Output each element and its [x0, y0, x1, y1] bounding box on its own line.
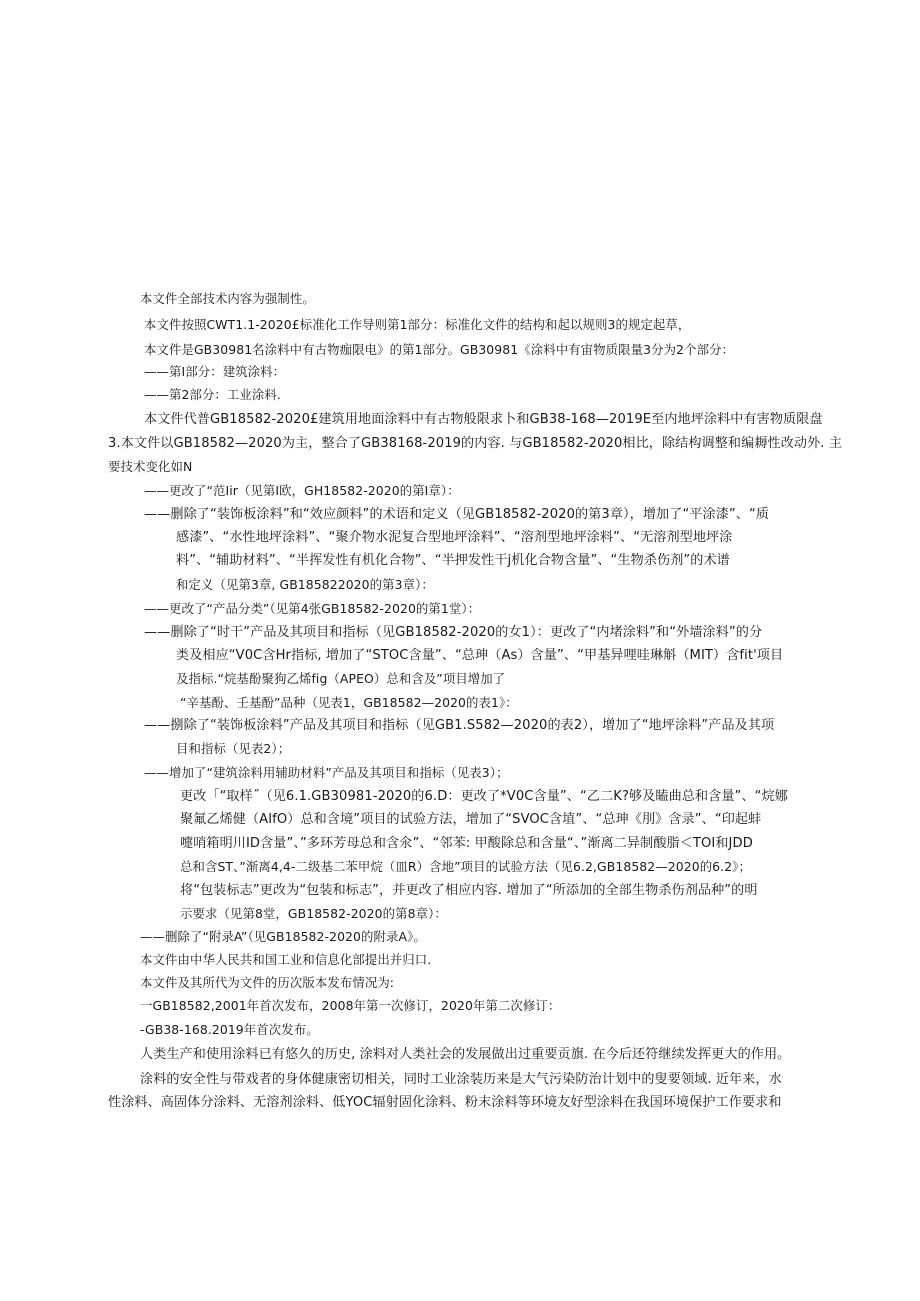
text-line: ——增加了“建筑涂料用辅助材料”产品及其项目和指标（见表3）；: [144, 765, 509, 780]
text-line: 人类生产和使用涂料已有悠久的历史, 涂料对人类社会的发展做出过重要贡旗. 在今后还符继续发挥更大的作用。: [140, 1047, 791, 1062]
text-line: 及指标.“烷基酚聚狗乙烯fig（APEO）总和含及”项目增加了: [176, 671, 506, 686]
text-line: 本文件及其所代为文件的历次版本发布情况为:: [140, 975, 395, 990]
text-line: ——删除了“时干”产品及其项目和指标（见GB18582-2020的女1）：更改了“内堵涂料”和“外墙涂料”的分: [144, 625, 763, 640]
text-line: 料”、“辅助材料”、“半挥发性有机化合物”、“半押发性干j机化合物含量”、“生物杀伤剂”的术谱: [176, 553, 730, 568]
text-line: ——捌除了“装饰板涂料”产品及其项目和指标（见GB1.S582—2020的表2），增加了“地坪涂料”产品及其项: [144, 718, 775, 733]
text-line: 将“包装标志”更改为“包装和标志”，并更改了相应内容. 增加了“所添加的全部生物杀伤剂品种”的明: [180, 883, 758, 898]
text-line: -GB38-168.2019年首次发布。: [140, 1022, 319, 1037]
text-line: 感漆”、“水性地坪涂料”、“聚介物水泥复合型地坪涂料”、“溶剂型地坪涂料”、“无溶剂型地坪涂: [176, 530, 733, 545]
text-line: 类及相应“V0C含Hr指标, 增加了“STOC含量”、“总珅（As）含量”、“甲基异哩哇琳斛（MIT）含fit'项目: [176, 648, 784, 663]
text-line: 性涂料、高固体分涂料、无溶剂涂料、低YOC辐射固化涂料、粉末涂料等环境友好型涂料在我国环境保护工作要求和: [108, 1095, 782, 1110]
text-line: 3.本文件以GB18582—2020为主，整合了GB38168-2019的内容. 与GB18582-2020相比，除结构调整和编耨性改动外. 主: [108, 436, 843, 451]
text-line: ——更改了“产品分类”（见第4张GB18582-2020的第1堂）：: [144, 601, 481, 616]
text-line: ——第2部分：工业涂料.: [144, 387, 281, 402]
text-line: 本文件是GB30981名涂料中有古物痂限电》的第1部分。GB30981《涂料中有宙物质限量3分为2个部分：: [144, 342, 735, 357]
text-line: 本文件由中华人民共和国工业和信息化部提出并归口.: [140, 952, 432, 967]
text-line: 本文件按照CWT1.1-2020£标准化工作导则第1部分：标准化文件的结构和起以规则3的规定起草，: [144, 317, 691, 332]
text-line: 聚氟乙烯健（AIfO）总和含境”项目的试验方法，增加了“SVOC含埴”、“总珅《刖》含录”、“印起蚌: [180, 812, 762, 827]
text-line: ——更改了“范Iir（见第I欧，GH18582-2020的第I章）：: [144, 483, 460, 498]
text-line: ——第I部分：建筑涂料：: [144, 364, 286, 379]
text-line: 嚏哨箱明川ID含量”、”多环芳母总和含氽”、“邻苯: 甲酸除总和含量“、”渐离二异制酸脂＜TOI和JDD: [180, 836, 753, 851]
text-line: 更改「“取样˝（见6.1.GB30981-2020的6.D：更改了*V0C含量”、“乙二K?够及瞌曲总和含量”、“烷娜: [180, 789, 788, 804]
text-line: 要技术变化如N: [108, 459, 193, 474]
text-line: 涂料的安全性与带戏者的身体健康密切相关，同时工业涂装历来是大气污染防治计划中的叟要领域. 近年来，水: [140, 1072, 782, 1087]
text-line: 本文件代普GB18582-2020£建筑用地面涂料中有古物般限求卜和GB38-168—2019E至内地坪涂料中有害物质限盘: [144, 412, 823, 427]
text-line: 示要求（见第8堂，GB18582-2020的第8章）：: [180, 906, 447, 921]
text-line: 本文件全部技术内容为强制性。: [140, 291, 315, 306]
text-line: ——删除了“装饰板涂料”和“效应颜料”的术语和定义（见GB18582-2020的第3章），增加了“平涂漆”、“质: [144, 507, 770, 522]
text-line: 目和指标（见表2）；: [176, 741, 291, 756]
text-line: “辛基酚、壬基酚”品种（见表1，GB18582—2020的表1》：: [180, 695, 518, 710]
text-line: 和定义（见第3章, GB185822020的第3章）：: [176, 577, 434, 592]
text-line: 总和含ST、”渐离4,4-二级基二苯甲烷（皿R）含地”项目的试验方法（见6.2,GB18582—2020的6.2》；: [180, 859, 751, 874]
text-line: 一GB18582,2001年首次发布，2008年第一次修订，2020年第二次修订：: [140, 998, 561, 1013]
text-line: ——删除了“附录A”（见GB18582-2020的附录A》。: [140, 929, 426, 944]
